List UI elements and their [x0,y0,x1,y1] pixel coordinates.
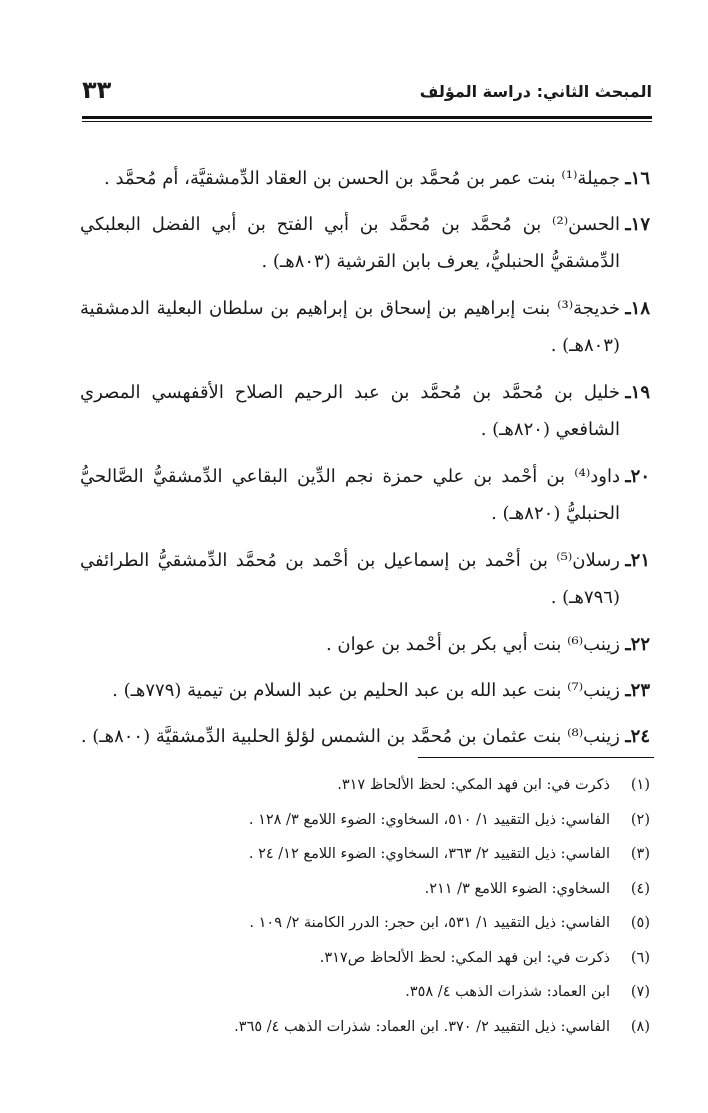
footnote-text: ذكرت في: ابن فهد المكي: لحظ الألحاظ ٣١٧. [337,777,610,793]
entry-item [80,458,650,532]
entry-text: خديجة⁽³⁾ بنت إبراهيم بن إسحاق بن إبراهيم بن سلطان البعلية الدمشقية (٨٠٣هـ) . [80,298,620,356]
footnote-text: الفاسي: ذيل التقييد ١/ ٥٣١، ابن حجر: الدرر الكامنة ٢/ ١٠٩ . [249,915,610,931]
header-rule-thin [82,121,652,122]
entry-number: ٢٣ـ [625,680,650,701]
footnote-number: (٧) [630,984,650,1000]
running-header [82,78,652,108]
entry-text: زينب⁽⁷⁾ بنت عبد الله بن عبد الحليم بن عبد السلام بن تيمية (٧٧٩هـ) . [112,680,620,701]
entry-item [80,290,650,364]
entry-item [80,672,650,709]
entry-number: ٢٤ـ [625,726,650,747]
footnote-number: (٨) [630,1018,650,1035]
footnote-separator [418,757,654,758]
footnote-text: الفاسي: ذيل التقييد ١/ ٥١٠، السخاوي: الضوء اللامع ٣/ ١٢٨ . [248,811,610,828]
entries-list [80,160,650,764]
footnote-text: ذكرت في: ابن فهد المكي: لحظ الألحاظ ص٣١٧. [319,949,610,966]
entry-text: جميلة⁽¹⁾ بنت عمر بن مُحمَّد بن الحسن بن العقاد الدِّمشقيَّة، أم مُحمَّد . [104,168,620,189]
entry-text: داود⁽⁴⁾ بن أحْمد بن علي حمزة نجم الدِّين البقاعي الدِّمشقيُّ الصَّالحيُّ الحنبليُّ (٨٢٠هـ) . [80,466,620,524]
page-number: ٣٣ [82,76,112,104]
entry-number: ١٧ـ [625,214,650,235]
entry-item [80,206,650,280]
entry-number: ٢٢ـ [625,634,650,655]
running-header-title: المبحث الثاني: دراسة المؤلف [419,82,652,101]
entry-item [80,374,650,448]
footnote-item [90,872,650,907]
entry-item [80,160,650,197]
entry-text: خليل بن مُحمَّد بن مُحمَّد بن عبد الرحيم الصلاح الأقفهسي المصري الشافعي (٨٢٠هـ) . [80,382,620,440]
entry-text: زينب⁽⁸⁾ بنت عثمان بن مُحمَّد بن الشمس لؤلؤ الحلبية الدِّمشقيَّة (٨٠٠هـ) . [80,726,620,747]
entry-item [80,626,650,663]
footnote-item [90,941,650,976]
footnotes-list [90,768,650,1044]
footnote-item [90,1010,650,1045]
entry-text: رسلان⁽⁵⁾ بن أحْمد بن إسماعيل بن أحْمد بن مُحمَّد الدِّمشقيُّ الطرائفي (٧٩٦هـ) . [80,550,620,608]
entry-item [80,542,650,616]
entry-number: ١٦ـ [625,168,650,189]
entry-item [80,718,650,755]
footnote-number: (٥) [630,915,650,931]
footnote-text: السخاوي: الضوء اللامع ٣/ ٢١١. [424,880,610,897]
footnote-text: ابن العماد: شذرات الذهب ٤/ ٣٥٨. [405,984,610,1000]
entry-number: ١٨ـ [625,298,650,319]
entry-text: الحسن⁽²⁾ بن مُحمَّد بن مُحمَّد بن أبي الفتح بن أبي الفضل البعلبكي الدِّمشقيُّ الحنبليُّ، يعرف بابن القرشية (٨٠٣هـ) . [80,214,620,272]
footnote-text: الفاسي: ذيل التقييد ٢/ ٣٦٣، السخاوي: الضوء اللامع ١٢/ ٢٤ . [248,846,610,862]
entry-number: ١٩ـ [625,382,650,403]
footnote-number: (٦) [630,949,650,966]
entry-number: ٢١ـ [625,550,650,571]
footnote-number: (٤) [630,880,650,897]
entry-number: ٢٠ـ [625,466,650,487]
footnote-item [90,768,650,803]
footnote-number: (٣) [630,846,650,862]
footnote-number: (٢) [630,811,650,828]
footnote-item [90,837,650,872]
footnote-item [90,975,650,1010]
header-rule-thick [82,116,652,119]
footnote-item [90,803,650,838]
footnote-number: (١) [630,777,650,793]
footnote-item [90,906,650,941]
entry-text: زينب⁽⁶⁾ بنت أبي بكر بن أحْمد بن عوان . [325,634,620,655]
footnote-text: الفاسي: ذيل التقييد ٢/ ٣٧٠. ابن العماد: شذرات الذهب ٤/ ٣٦٥. [234,1018,610,1035]
